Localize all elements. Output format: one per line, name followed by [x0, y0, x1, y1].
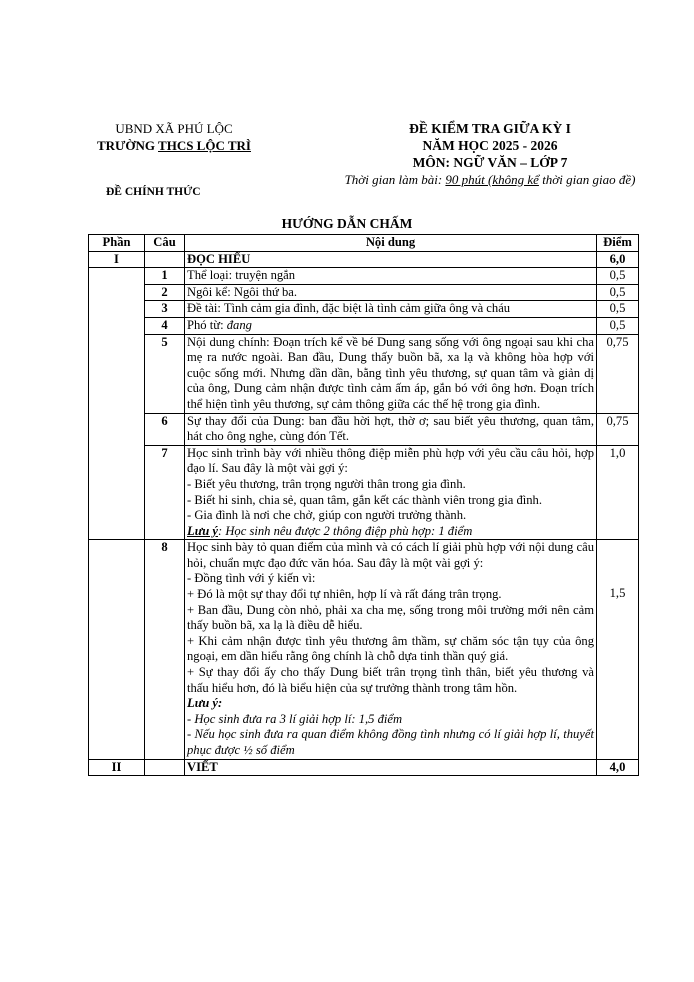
answer-content: Sự thay đổi của Dung: ban đầu hời hợt, thờ ơ; sau biết yêu thương, quan tâm, hát cho ông nghe, cùng đón Tết.	[185, 413, 597, 445]
header-part: Phần	[89, 235, 145, 252]
table-row	[89, 540, 639, 759]
part-cell: I	[89, 251, 145, 268]
section-row-writing	[89, 759, 639, 776]
answer-content: Nội dung chính: Đoạn trích kể về bé Dung sang sống với ông ngoại sau khi cha mẹ ra nước ngoài. Ban đầu, Dung thấy buồn bã, xa lạ và không hòa hợp với cuộc sống mới. Nhưng dần dần, bằng tình yêu thương, sự quan tâm và giản dị của ông, Dung cảm nhận được tình cảm ấm áp, gắn bó với ông hơn. Đoạn trích thể hiện tình yêu thương, sự cảm thông giữa các thế hệ trong gia đình.	[185, 334, 597, 413]
question-number: 4	[145, 317, 185, 334]
question-number: 6	[145, 413, 185, 445]
question-number: 2	[145, 284, 185, 301]
table-row	[89, 445, 639, 540]
table-row	[89, 268, 639, 285]
score-value: 0,5	[597, 317, 639, 334]
section-score: 4,0	[597, 759, 639, 776]
table-row	[89, 317, 639, 334]
table-header-row	[89, 235, 639, 252]
official-label: ĐỀ CHÍNH THỨC	[106, 186, 201, 198]
section-score: 6,0	[597, 251, 639, 268]
score-value: 0,5	[597, 268, 639, 285]
section-row-reading	[89, 251, 639, 268]
school-name: TRƯỜNG THCS LỘC TRÌ	[96, 138, 251, 153]
header-score: Điểm	[597, 235, 639, 252]
note: Lưu ý: Học sinh nêu được 2 thông điệp phù hợp: 1 điểm	[187, 523, 473, 538]
header-question: Câu	[145, 235, 185, 252]
note-label: Lưu ý:	[187, 696, 223, 711]
header-content: Nội dung	[185, 235, 597, 252]
score-value: 0,5	[597, 284, 639, 301]
table-row	[89, 413, 639, 445]
question-number: 8	[145, 540, 185, 759]
section-title: VIẾT	[185, 759, 597, 776]
part-cell	[89, 540, 145, 759]
question-cell	[145, 251, 185, 268]
score-value: 1,0	[597, 445, 639, 540]
answer-content: Học sinh bày tỏ quan điểm của mình và có cách lí giải phù hợp với nội dung câu hỏi, chuẩn mực đạo đức văn hóa. Sau đây là một vài gợi ý: - Đồng tình với ý kiến vì: + Đó là một sự thay đổi tự nhiên, hợp lí và rất đáng trân trọng. + Ban đầu, Dung còn nhỏ, phải xa cha mẹ, sống trong môi trường mới nên cảm thấy buồn bã, xa lạ là điều dễ hiểu. + Khi cảm nhận được tình yêu thương âm thầm, sự chăm sóc tận tụy của ông ngoại, em dần hiểu rằng ông chính là chỗ dựa tinh thần quý giá. + Sự thay đổi ấy cho thấy Dung biết trân trọng tình thân, biết yêu thương và thấu hiểu hơn, đó là biểu hiện của sự trưởng thành trong tâm hồn. Lưu ý: - Học sinh đưa ra 3 lí giải hợp lí: 1,5 điểm - Nếu học sinh đưa ra quan điểm không đồng tình nhưng có lí giải hợp lí, thuyết phục được ½ số điểm	[185, 540, 597, 759]
section-title: ĐỌC HIỂU	[185, 251, 597, 268]
part-cell: II	[89, 759, 145, 776]
school-year: NĂM HỌC 2025 - 2026	[422, 138, 558, 153]
answer-content: Phó từ: đang	[185, 317, 597, 334]
authority-name: UBND XÃ PHÚ LỘC	[115, 121, 233, 136]
answer-content: Ngôi kể: Ngôi thứ ba.	[185, 284, 597, 301]
score-value: 0,75	[597, 334, 639, 413]
part-cell	[89, 268, 145, 540]
answer-content: Đề tài: Tình cảm gia đình, đặc biệt là tình cảm giữa ông và cháu	[185, 301, 597, 318]
score-value: 0,75	[597, 413, 639, 445]
subject: MÔN: NGỮ VĂN – LỚP 7	[412, 155, 568, 170]
question-cell	[145, 759, 185, 776]
exam-header	[290, 120, 690, 188]
answer-content: Thể loại: truyện ngắn	[185, 268, 597, 285]
table-row	[89, 284, 639, 301]
guide-title: HƯỚNG DẪN CHẤM	[281, 216, 413, 231]
grading-table	[88, 234, 639, 776]
question-number: 5	[145, 334, 185, 413]
question-number: 1	[145, 268, 185, 285]
exam-title: ĐỀ KIỂM TRA GIỮA KỲ I	[409, 121, 571, 136]
question-number: 7	[145, 445, 185, 540]
school-header	[80, 120, 268, 154]
table-row	[89, 301, 639, 318]
exam-duration: Thời gian làm bài: 90 phút (không kể thời gian giao đề)	[344, 172, 636, 187]
score-value: 0,5	[597, 301, 639, 318]
answer-content: Học sinh trình bày với nhiều thông điệp miễn phù hợp với yêu cầu câu hỏi, hợp đạo lí. Sau đây là một vài gợi ý: - Biết yêu thương, trân trọng người thân trong gia đình. - Biết hi sinh, chia sẻ, quan tâm, gắn kết các thành viên trong gia đình. - Gia đình là nơi che chở, giúp con người trưởng thành. Lưu ý: Học sinh nêu được 2 thông điệp phù hợp: 1 điểm	[185, 445, 597, 540]
question-number: 3	[145, 301, 185, 318]
score-value: 1,5	[597, 540, 639, 759]
table-row	[89, 334, 639, 413]
